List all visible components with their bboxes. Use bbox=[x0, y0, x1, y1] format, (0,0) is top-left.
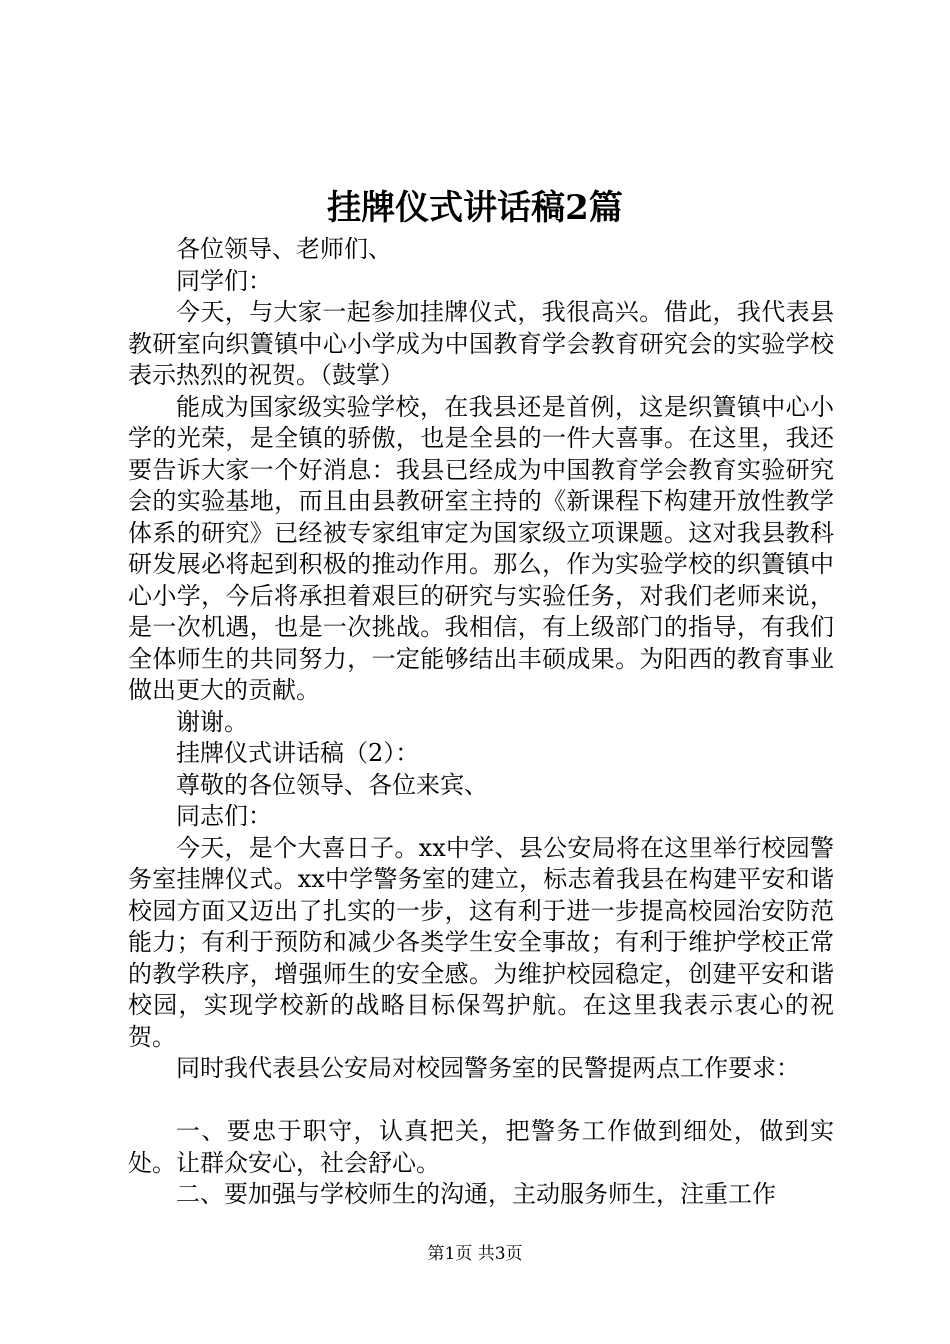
paragraph-second-greeting-comrades: 同志们： bbox=[176, 802, 272, 830]
paragraph-requirement-one: 一、要忠于职守，认真把关，把警务工作做到细处，做到实处。让群众安心，社会舒心。 bbox=[128, 1117, 834, 1177]
paragraph-second-speech-heading: 挂牌仪式讲话稿（2）： bbox=[176, 739, 420, 767]
paragraph-main: 能成为国家级实验学校，在我县还是首例，这是织簀镇中心小学的光荣，是全镇的骄傲，也是全县的一件大喜事。在这里，我还要告诉大家一个好消息：我县已经成为中国教育学会教育实验研究会的实验基地，而且由县教研室主持的《新课程下构建开放性教学体系的研究》已经被专家组审定为国家级立项课题。这对我县教科研发展必将起到积极的推动作用。那么，作为实验学校的织簀镇中心小学，今后将承担着艰巨的研究与实验任务，对我们老师来说，是一次机遇，也是一次挑战。我相信，有上级部门的指导，有我们全体师生的共同努力，一定能够结出丰硕成果。为阳西的教育事业做出更大的贡献。 bbox=[128, 392, 834, 704]
page-footer: 第1页 共3页 bbox=[427, 1244, 523, 1264]
paragraph-requirement-two: 二、要加强与学校师生的沟通，主动服务师生，注重工作 bbox=[176, 1180, 776, 1208]
paragraph-second-greeting: 尊敬的各位领导、各位来宾、 bbox=[176, 770, 488, 799]
document-title: 挂牌仪式讲话稿2篇 bbox=[327, 188, 623, 228]
paragraph-thanks: 谢谢。 bbox=[176, 707, 248, 736]
paragraph-greeting: 各位领导、老师们、 bbox=[176, 235, 392, 263]
paragraph-opening: 今天，与大家一起参加挂牌仪式，我很高兴。借此，我代表县教研室向织簀镇中心小学成为中国教育学会教育研究会的实验学校表示热烈的祝贺。（鼓掌） bbox=[128, 298, 834, 389]
paragraph-second-main: 今天，是个大喜日子。xx中学、县公安局将在这里举行校园警务室挂牌仪式。xx中学警务室的建立，标志着我县在构建平安和谐校园方面又迈出了扎实的一步，这有利于进一步提高校园治安防范能力；有利于预防和减少各类学生安全事故；有利于维护学校正常的教学秩序，增强师生的安全感。为维护校园稳定，创建平安和谐校园，实现学校新的战略目标保驾护航。在这里我表示衷心的祝贺。 bbox=[128, 833, 834, 1051]
document-body bbox=[128, 234, 834, 1211]
paragraph-greeting-students: 同学们： bbox=[176, 266, 272, 295]
paragraph-requirements-intro: 同时我代表县公安局对校园警务室的民警提两点工作要求： bbox=[176, 1054, 800, 1082]
